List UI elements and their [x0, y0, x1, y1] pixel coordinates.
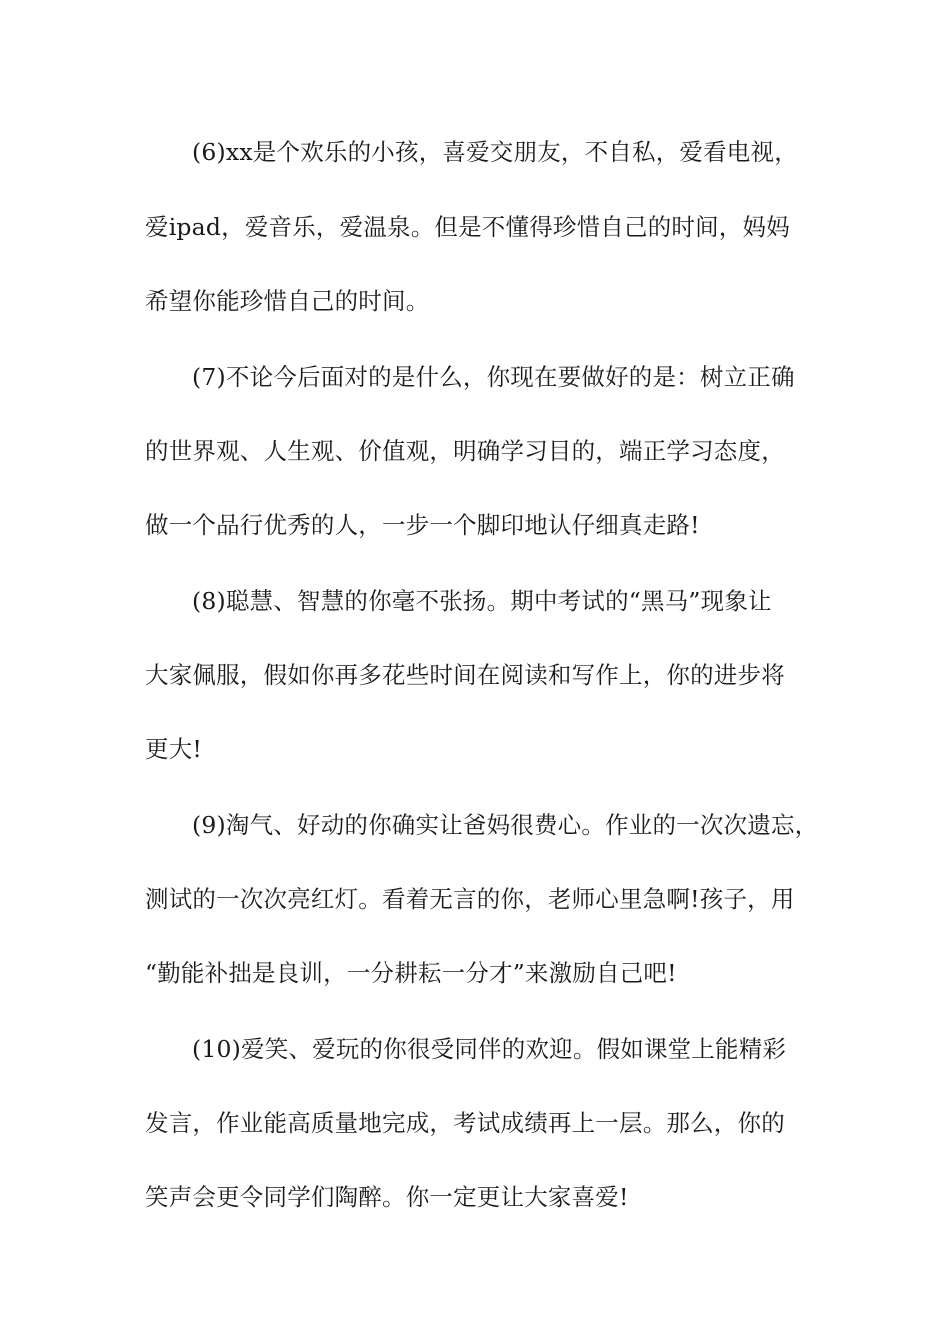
paragraph-line: 爱ipad，爱音乐，爱温泉。但是不懂得珍惜自己的时间，妈妈: [145, 213, 790, 241]
paragraph-line: (7)不论今后面对的是什么，你现在要做好的是：树立正确: [192, 363, 795, 391]
paragraph-line: 的世界观、人生观、价值观，明确学习目的，端正学习态度，: [145, 437, 785, 465]
paragraph-line: (8)聪慧、智慧的你毫不张扬。期中考试的“黑马”现象让: [192, 587, 772, 615]
paragraph-line: (9)淘气、好动的你确实让爸妈很费心。作业的一次次遗忘，: [192, 811, 819, 839]
paragraph-line: 更大!: [145, 735, 203, 763]
paragraph-line: 笑声会更令同学们陶醉。你一定更让大家喜爱!: [145, 1183, 629, 1211]
paragraph-line: 做一个品行优秀的人，一步一个脚印地认仔细真走路!: [145, 511, 700, 539]
paragraph-line: “勤能补拙是良训，一分耕耘一分才”来激励自己吧!: [145, 959, 677, 987]
paragraph-line: (6)xx是个欢乐的小孩，喜爱交朋友，不自私，爱看电视，: [192, 138, 798, 166]
paragraph-line: 大家佩服，假如你再多花些时间在阅读和写作上，你的进步将: [145, 661, 785, 689]
paragraph-line: 希望你能珍惜自己的时间。: [145, 287, 430, 315]
paragraph-line: (10)爱笑、爱玩的你很受同伴的欢迎。假如课堂上能精彩: [192, 1035, 787, 1063]
paragraph-line: 发言，作业能高质量地完成，考试成绩再上一层。那么，你的: [145, 1109, 785, 1137]
paragraph-line: 测试的一次次亮红灯。看着无言的你，老师心里急啊!孩子，用: [145, 885, 795, 913]
